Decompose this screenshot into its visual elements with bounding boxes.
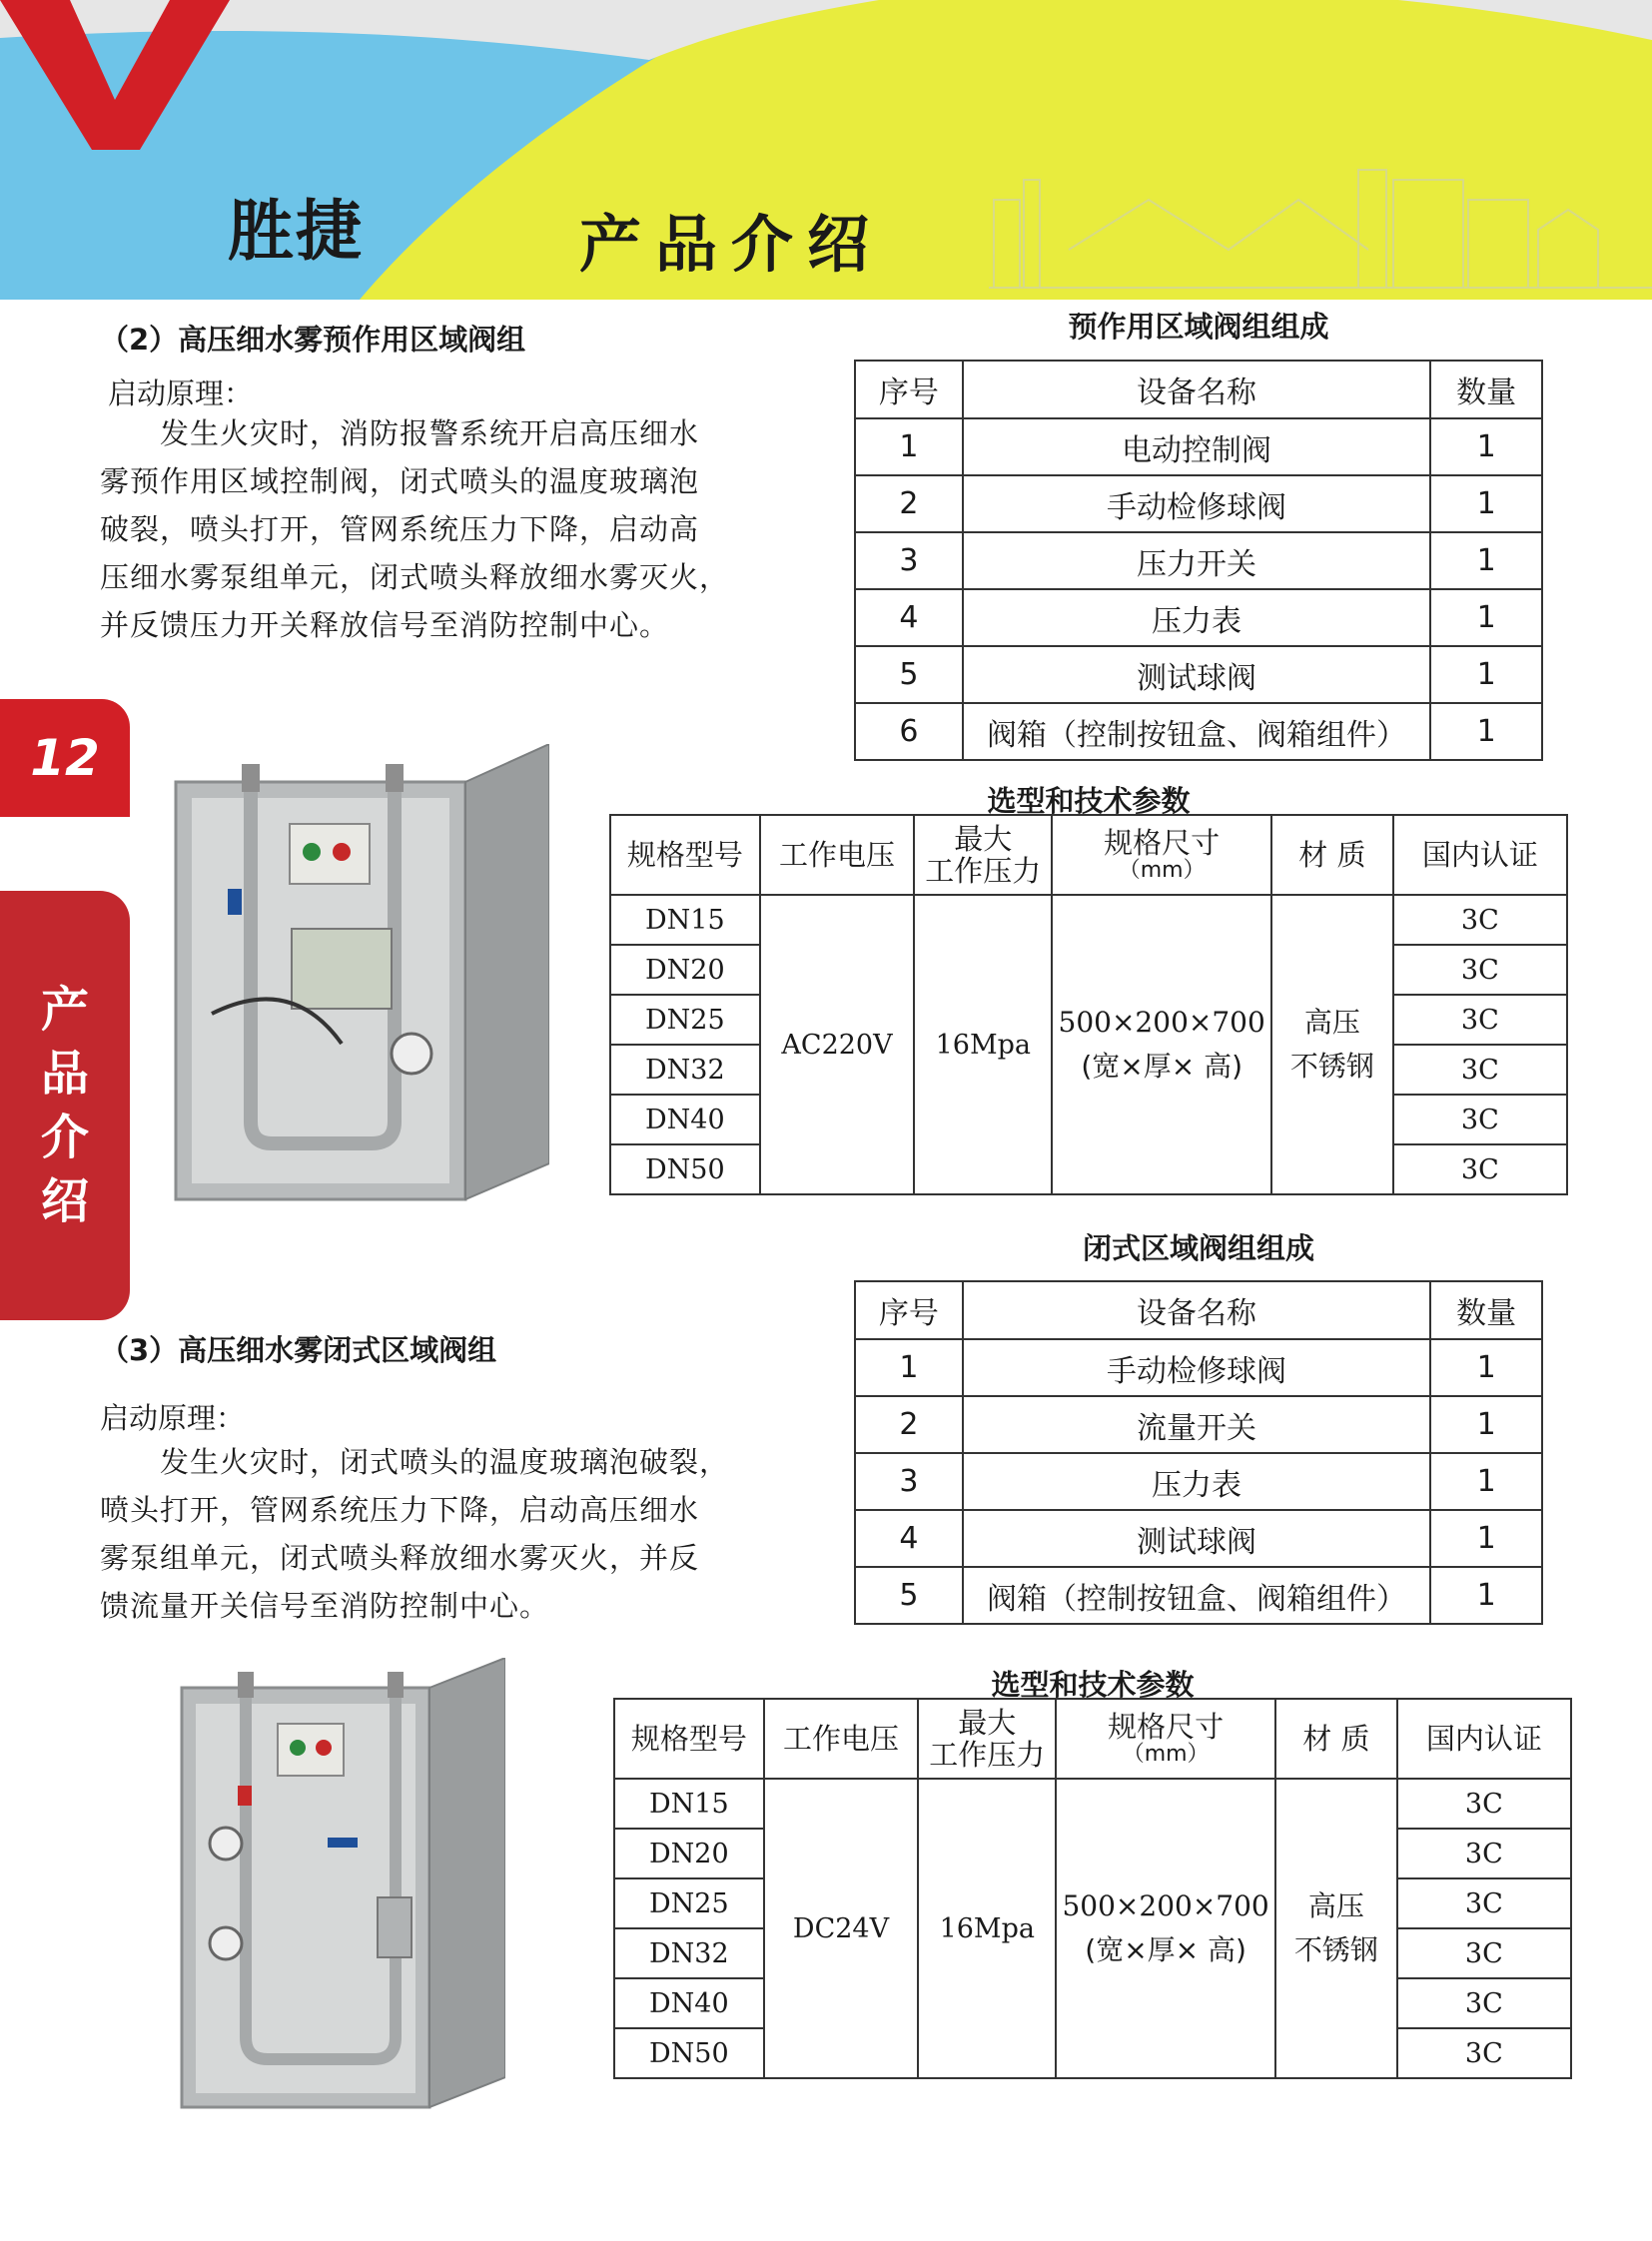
header-line: 规格尺寸: [1108, 1710, 1225, 1744]
column-header: 工作电压: [764, 1699, 919, 1779]
column-header: 设备名称: [963, 1281, 1431, 1339]
voltage-cell: DC24V: [764, 1779, 919, 2078]
column-header: 工作电压: [760, 815, 915, 895]
table-cell: 手动检修球阀: [963, 1339, 1431, 1396]
model-cell: DN15: [614, 1779, 764, 1829]
model-cell: DN25: [614, 1878, 764, 1928]
model-cell: DN25: [610, 995, 760, 1045]
text-line: 雾预作用区域控制阀，闭式喷头的温度玻璃泡: [100, 464, 700, 498]
table-cell: 阀箱（控制按钮盒、阀箱组件）: [963, 1567, 1431, 1624]
brand-name: 胜捷: [228, 193, 364, 270]
cert-cell: 3C: [1393, 1095, 1567, 1144]
section3-components-caption: 闭式区域阀组组成: [1082, 1231, 1314, 1265]
text-line: 雾泵组单元，闭式喷头释放细水雾灭火，并反: [100, 1541, 700, 1575]
cert-cell: 3C: [1397, 1878, 1571, 1928]
model-cell: DN32: [614, 1928, 764, 1978]
table-row: [855, 1567, 1542, 1624]
table-row: [855, 1453, 1542, 1510]
table-cell: 1: [1430, 1510, 1542, 1567]
column-header: [914, 815, 1052, 895]
table-row: [855, 1510, 1542, 1567]
table-cell: 1: [1430, 475, 1542, 532]
table-row: [855, 532, 1542, 589]
page-title: 产品介绍: [579, 208, 884, 281]
text-line: 发生火灾时，消防报警系统开启高压细水: [100, 416, 700, 450]
cert-cell: 3C: [1393, 1045, 1567, 1095]
table-cell: 1: [1430, 418, 1542, 475]
model-cell: DN40: [614, 1978, 764, 2028]
table-cell: 1: [1430, 1339, 1542, 1396]
table-cell: 6: [855, 703, 963, 760]
cert-cell: 3C: [1397, 1829, 1571, 1878]
cert-cell: 3C: [1397, 1978, 1571, 2028]
table-cell: 1: [1430, 703, 1542, 760]
section3-valve-cabinet-image: [178, 1658, 505, 2111]
section3-principle-text: [100, 1438, 799, 1630]
table-cell: 4: [855, 1510, 963, 1567]
material-cell: [1271, 895, 1393, 1194]
section2-spec-table: [609, 814, 1568, 1195]
material-line: 不锈钢: [1293, 1933, 1378, 1966]
pressure-cell: 16Mpa: [918, 1779, 1056, 2078]
table-row: [855, 418, 1542, 475]
header-line: 工作压力: [925, 854, 1042, 888]
material-line: 高压: [1307, 1889, 1364, 1922]
section2-valve-cabinet-image: [172, 744, 549, 1203]
table-cell: 1: [1430, 1567, 1542, 1624]
section3-principle-label: 启动原理：: [100, 1401, 246, 1435]
size-cell: [1056, 1779, 1275, 2078]
column-header: 序号: [855, 1281, 963, 1339]
header-line: 工作压力: [929, 1738, 1046, 1772]
column-header: 设备名称: [963, 361, 1431, 418]
page-number: 12: [0, 699, 130, 817]
table-row: [855, 589, 1542, 646]
table-cell: 3: [855, 532, 963, 589]
column-header: 国内认证: [1397, 1699, 1571, 1779]
table-header-row: [855, 1281, 1542, 1339]
text-line: 喷头打开，管网系统压力下降，启动高压细水: [100, 1493, 700, 1527]
category-char: 品: [40, 1046, 89, 1102]
section2-principle-text: [100, 409, 799, 649]
category-char: 介: [40, 1110, 89, 1165]
table-header-row: [614, 1699, 1571, 1779]
cert-cell: 3C: [1393, 895, 1567, 945]
section3-heading: （3）高压细水雾闭式区域阀组: [100, 1333, 497, 1367]
table-cell: 1: [855, 418, 963, 475]
column-header: 材 质: [1271, 815, 1393, 895]
table-cell: 1: [1430, 1453, 1542, 1510]
table-cell: 压力表: [963, 1453, 1431, 1510]
table-cell: 测试球阀: [963, 1510, 1431, 1567]
category-tab: [0, 891, 130, 1320]
table-cell: 手动检修球阀: [963, 475, 1431, 532]
table-cell: 3: [855, 1453, 963, 1510]
table-cell: 2: [855, 1396, 963, 1453]
material-line: 高压: [1303, 1006, 1360, 1039]
table-cell: 压力表: [963, 589, 1431, 646]
size-cell: [1052, 895, 1271, 1194]
model-cell: DN40: [610, 1095, 760, 1144]
table-cell: 压力开关: [963, 532, 1431, 589]
size-line: (宽×厚× 高): [1085, 1933, 1246, 1966]
cert-cell: 3C: [1393, 945, 1567, 995]
cert-cell: 3C: [1397, 1779, 1571, 1829]
category-char: 绍: [40, 1173, 89, 1229]
table-row: [855, 1396, 1542, 1453]
table-cell: 阀箱（控制按钮盒、阀箱组件）: [963, 703, 1431, 760]
header-line: 最大: [954, 822, 1013, 856]
table-row: [855, 1339, 1542, 1396]
header-line: 最大: [958, 1706, 1017, 1740]
section2-heading: （2）高压细水雾预作用区域阀组: [100, 323, 526, 357]
cert-cell: 3C: [1393, 995, 1567, 1045]
cert-cell: 3C: [1397, 2028, 1571, 2078]
table-header-row: [855, 361, 1542, 418]
table-cell: 2: [855, 475, 963, 532]
model-cell: DN50: [610, 1144, 760, 1194]
size-line: (宽×厚× 高): [1081, 1050, 1242, 1083]
voltage-cell: AC220V: [760, 895, 915, 1194]
text-line: 压细水雾泵组单元，闭式喷头释放细水雾灭火，: [100, 560, 730, 594]
cert-cell: 3C: [1397, 1928, 1571, 1978]
table-header-row: [610, 815, 1567, 895]
table-cell: 1: [1430, 589, 1542, 646]
header-unit: （mm）: [1118, 858, 1206, 883]
column-header: [1052, 815, 1271, 895]
table-row: [610, 895, 1567, 945]
column-header: 材 质: [1275, 1699, 1397, 1779]
column-header: 数量: [1430, 361, 1542, 418]
model-cell: DN15: [610, 895, 760, 945]
section2-spec-caption: 选型和技术参数: [987, 784, 1191, 818]
column-header: [1056, 1699, 1275, 1779]
pressure-cell: 16Mpa: [914, 895, 1052, 1194]
table-cell: 1: [1430, 532, 1542, 589]
header-line: 规格尺寸: [1104, 826, 1221, 860]
section3-components-table: [854, 1280, 1543, 1625]
table-cell: 流量开关: [963, 1396, 1431, 1453]
cert-cell: 3C: [1393, 1144, 1567, 1194]
section3-spec-caption: 选型和技术参数: [991, 1668, 1195, 1702]
material-cell: [1275, 1779, 1397, 2078]
section2-components-caption: 预作用区域阀组组成: [1068, 310, 1329, 344]
size-line: 500×200×700: [1062, 1889, 1269, 1922]
table-row: [614, 1779, 1571, 1829]
table-cell: 1: [1430, 1396, 1542, 1453]
header-unit: （mm）: [1122, 1742, 1210, 1767]
model-cell: DN20: [614, 1829, 764, 1878]
brand-logo-icon: [0, 0, 230, 150]
text-line: 破裂，喷头打开，管网系统压力下降，启动高: [100, 512, 700, 546]
size-line: 500×200×700: [1058, 1006, 1265, 1039]
model-cell: DN32: [610, 1045, 760, 1095]
column-header: [918, 1699, 1056, 1779]
table-cell: 电动控制阀: [963, 418, 1431, 475]
table-cell: 5: [855, 646, 963, 703]
table-cell: 5: [855, 1567, 963, 1624]
text-line: 发生火灾时，闭式喷头的温度玻璃泡破裂，: [100, 1445, 730, 1479]
section3-spec-table: [613, 1698, 1572, 2079]
section2-principle-label: 启动原理：: [108, 376, 254, 410]
column-header: 序号: [855, 361, 963, 418]
column-header: 国内认证: [1393, 815, 1567, 895]
table-row: [855, 703, 1542, 760]
table-cell: 1: [855, 1339, 963, 1396]
table-row: [855, 646, 1542, 703]
material-line: 不锈钢: [1289, 1050, 1374, 1083]
section2-components-table: [854, 360, 1543, 761]
table-cell: 4: [855, 589, 963, 646]
text-line: 并反馈压力开关释放信号至消防控制中心。: [100, 608, 670, 642]
model-cell: DN20: [610, 945, 760, 995]
column-header: 数量: [1430, 1281, 1542, 1339]
column-header: 规格型号: [610, 815, 760, 895]
text-line: 馈流量开关信号至消防控制中心。: [100, 1589, 550, 1623]
model-cell: DN50: [614, 2028, 764, 2078]
page-header: [0, 0, 1652, 300]
table-cell: 1: [1430, 646, 1542, 703]
category-char: 产: [40, 982, 89, 1038]
column-header: 规格型号: [614, 1699, 764, 1779]
table-row: [855, 475, 1542, 532]
table-cell: 测试球阀: [963, 646, 1431, 703]
